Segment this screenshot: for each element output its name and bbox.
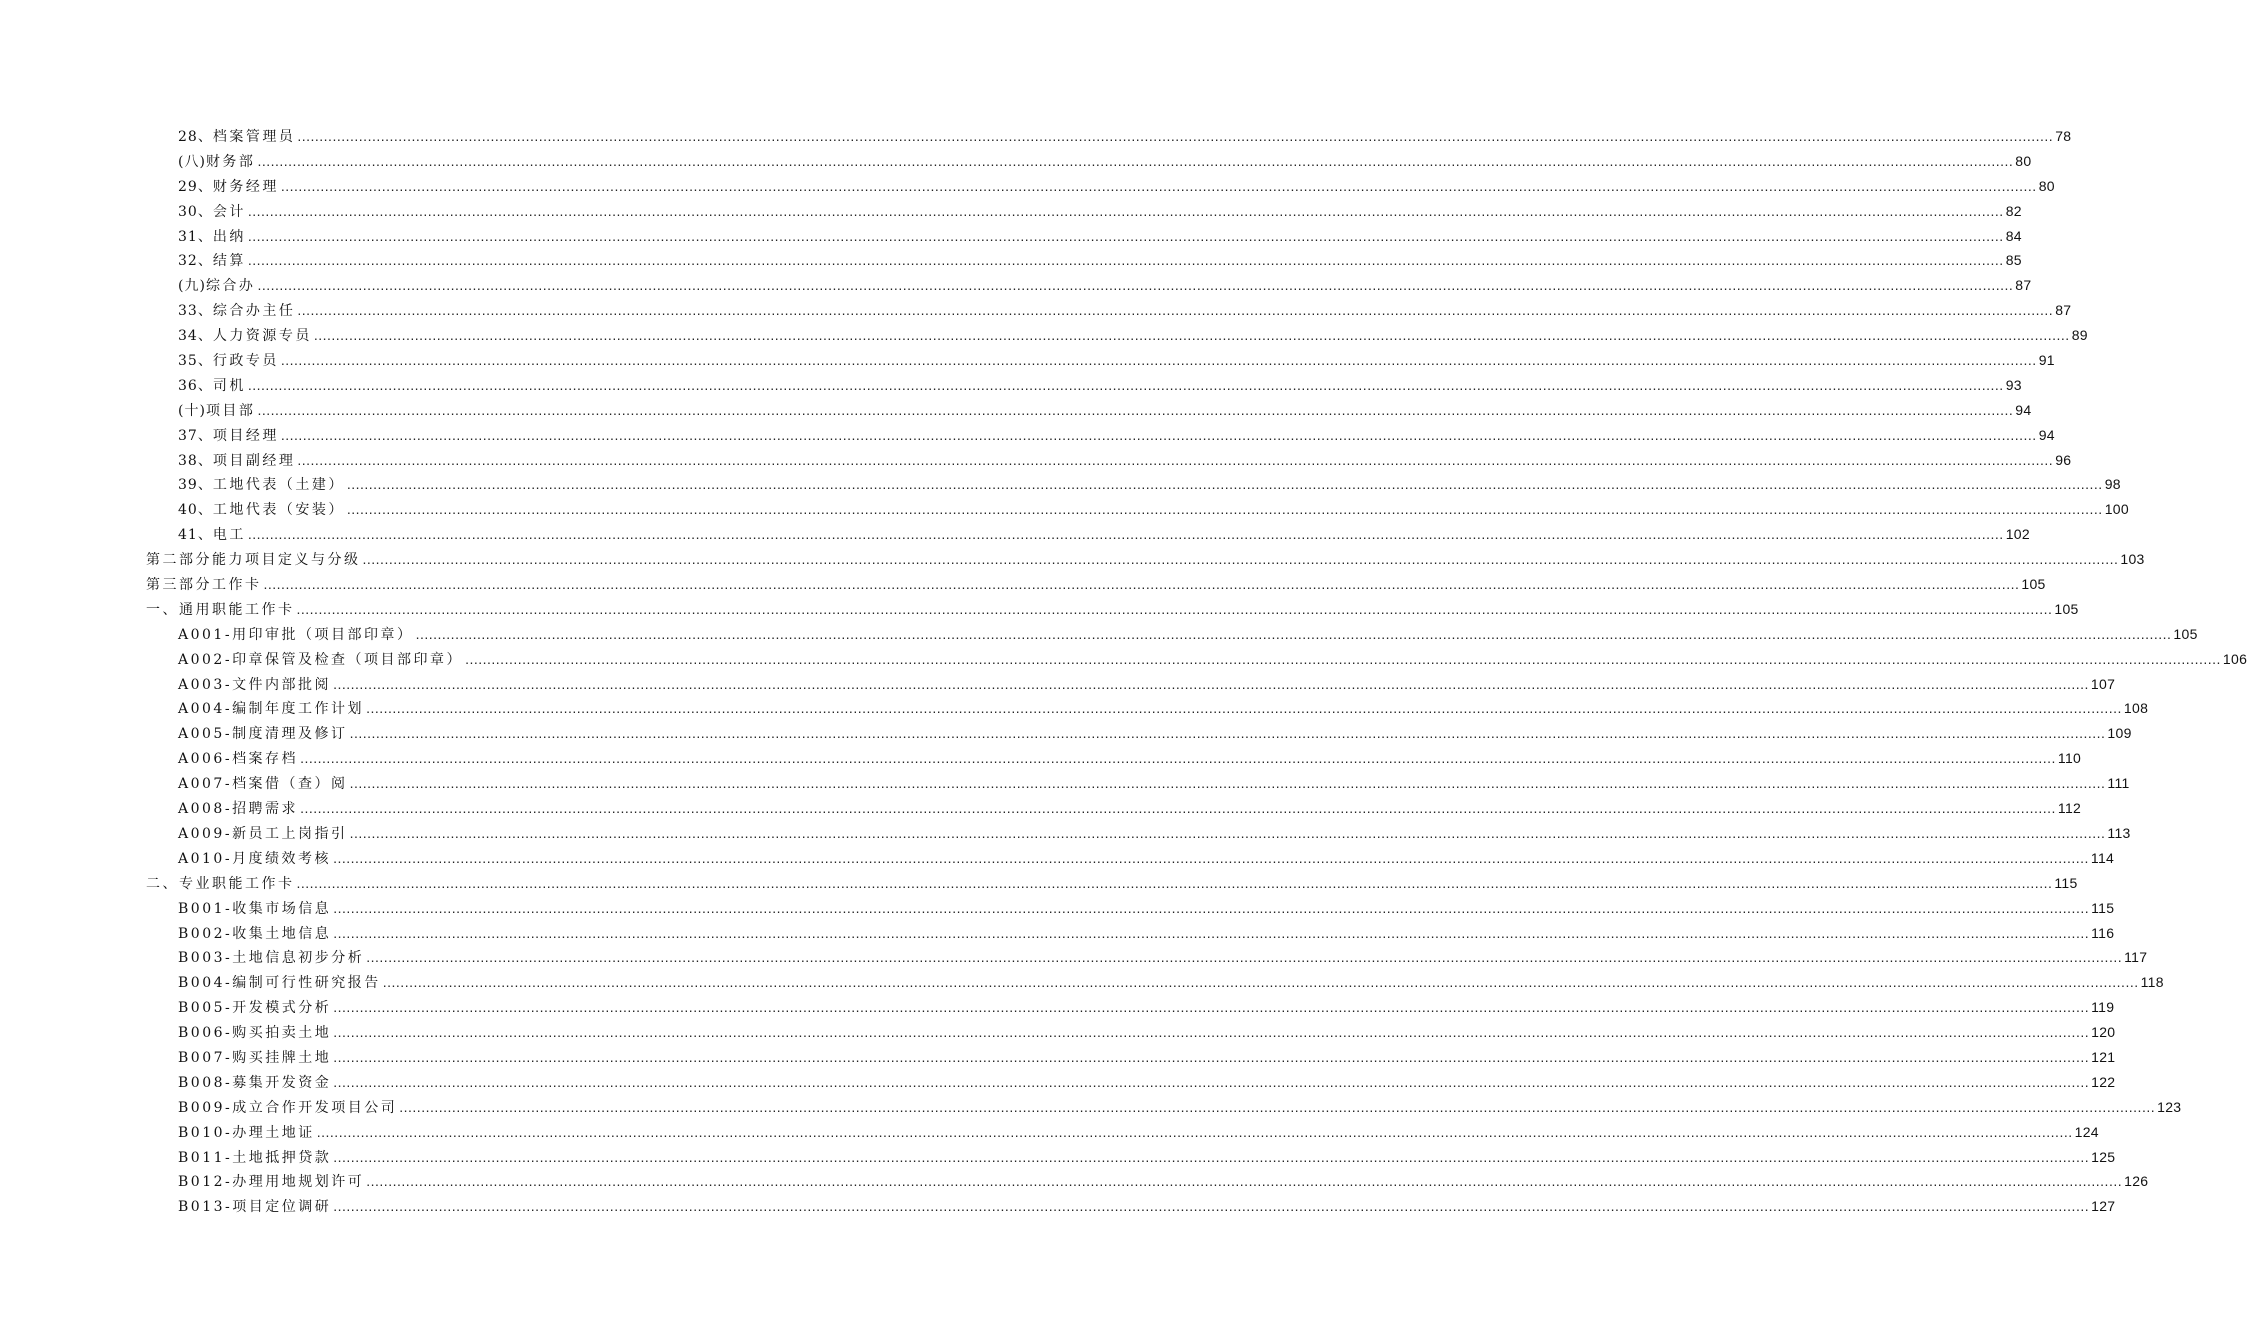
toc-entry[interactable] — [0, 572, 2046, 597]
toc-entry-page-number: 108 — [2123, 700, 2149, 717]
toc-entry-title: A003-文件内部批阅 — [178, 676, 332, 693]
toc-entry[interactable] — [0, 1169, 2149, 1194]
toc-entry[interactable] — [0, 821, 2131, 846]
dot-leader: ................................................................................................................................................................................................................................................................................................................................................................................................................ — [333, 1048, 2090, 1065]
toc-entry[interactable] — [0, 373, 2022, 398]
toc-entry[interactable] — [0, 846, 2115, 871]
toc-entry[interactable] — [0, 1045, 2116, 1070]
toc-entry[interactable] — [0, 423, 2055, 448]
toc-entry-number: 33、 — [178, 303, 213, 320]
toc-entry-title: A002-印章保管及检查（项目部印章） — [178, 651, 464, 668]
toc-entry-page-number: 85 — [2005, 252, 2022, 269]
toc-entry-number: 31、 — [178, 228, 213, 245]
toc-entry-page-number: 127 — [2091, 1198, 2116, 1215]
toc-entry-title: B001-收集市场信息 — [178, 900, 332, 917]
toc-entry-page-number: 122 — [2091, 1073, 2116, 1090]
toc-entry-title: A006-档案存档 — [178, 751, 299, 768]
toc-entry-title: B003-土地信息初步分析 — [178, 950, 365, 967]
toc-entry-title: B002-收集土地信息 — [178, 925, 332, 942]
toc-entry-page-number: 87 — [2055, 302, 2072, 319]
dot-leader: ................................................................................................................................................................................................................................................................................................................................................................................................................ — [349, 775, 2106, 792]
toc-entry-page-number: 89 — [2071, 327, 2088, 344]
toc-entry[interactable] — [0, 995, 2115, 1020]
toc-entry-title: 综合办 — [205, 278, 256, 295]
toc-entry-number: 28、 — [178, 129, 213, 145]
toc-entry-title: 结算 — [212, 253, 246, 270]
dot-leader: ................................................................................................................................................................................................................................................................................................................................................................................................................ — [257, 401, 2014, 418]
dot-leader: ................................................................................................................................................................................................................................................................................................................................................................................................................ — [247, 526, 2004, 543]
toc-entry-title: B008-募集开发资金 — [178, 1074, 332, 1091]
toc-entry[interactable] — [0, 472, 2121, 497]
toc-entry-number: 38、 — [178, 452, 213, 469]
toc-entry[interactable] — [0, 647, 2247, 672]
toc-entry-page-number: 119 — [2091, 999, 2115, 1016]
toc-entry-title: A010-月度绩效考核 — [178, 850, 332, 867]
toc-entry[interactable] — [0, 497, 2129, 522]
toc-entry-page-number: 118 — [2140, 974, 2164, 991]
dot-leader: ................................................................................................................................................................................................................................................................................................................................................................................................................ — [333, 1148, 2090, 1165]
toc-entry-number: 36、 — [178, 377, 213, 394]
toc-entry-number: (十) — [178, 402, 206, 419]
toc-entry-page-number: 94 — [2038, 426, 2055, 443]
toc-entry-page-number: 93 — [2005, 376, 2022, 393]
toc-entry-page-number: 80 — [2038, 177, 2055, 194]
toc-entry[interactable] — [0, 871, 2078, 896]
toc-entry-page-number: 116 — [2091, 924, 2115, 941]
toc-entry-page-number: 111 — [2107, 775, 2130, 792]
toc-entry-page-number: 96 — [2055, 451, 2072, 468]
toc-entry[interactable] — [0, 1145, 2116, 1170]
toc-entry[interactable] — [0, 224, 2022, 249]
toc-entry-title: A009-新员工上岗指引 — [178, 825, 348, 842]
toc-entry-number: 第三部分 — [146, 577, 212, 594]
dot-leader: ................................................................................................................................................................................................................................................................................................................................................................................................................ — [366, 1173, 2123, 1190]
dot-leader: ................................................................................................................................................................................................................................................................................................................................................................................................................ — [280, 177, 2037, 194]
toc-entry-title: B011-土地抵押贷款 — [178, 1149, 332, 1166]
toc-entry-title: B007-购买挂牌土地 — [178, 1049, 332, 1066]
toc-entry-title: 工地代表（土建） — [212, 477, 345, 494]
dot-leader: ................................................................................................................................................................................................................................................................................................................................................................................................................ — [297, 302, 2054, 319]
toc-entry-title: 财务部 — [205, 153, 256, 170]
toc-entry-title: A007-档案借（查）阅 — [178, 776, 348, 793]
dot-leader: ................................................................................................................................................................................................................................................................................................................................................................................................................ — [349, 824, 2106, 841]
dot-leader: ................................................................................................................................................................................................................................................................................................................................................................................................................ — [362, 551, 2119, 568]
toc-entry-page-number: 123 — [2157, 1098, 2182, 1115]
toc-entry-page-number: 94 — [2015, 401, 2032, 418]
toc-entry[interactable] — [0, 323, 2088, 348]
toc-entry-page-number: 82 — [2005, 202, 2022, 219]
toc-entry-number: 37、 — [178, 427, 213, 444]
toc-entry[interactable] — [0, 771, 2130, 796]
toc-entry-page-number: 103 — [2120, 551, 2145, 568]
toc-entry[interactable] — [0, 796, 2082, 821]
toc-entry-page-number: 115 — [2091, 899, 2115, 916]
toc-entry-title: 会计 — [212, 203, 246, 220]
dot-leader: ................................................................................................................................................................................................................................................................................................................................................................................................................ — [366, 949, 2123, 966]
dot-leader: ................................................................................................................................................................................................................................................................................................................................................................................................................ — [257, 277, 2014, 294]
toc-entry-title: 项目部 — [205, 402, 256, 419]
dot-leader: ................................................................................................................................................................................................................................................................................................................................................................................................................ — [313, 327, 2070, 344]
toc-entry[interactable] — [0, 597, 2079, 622]
toc-entry-number: (八) — [178, 153, 206, 170]
dot-leader: ................................................................................................................................................................................................................................................................................................................................................................................................................ — [333, 1198, 2090, 1215]
toc-entry-title: 人力资源专员 — [212, 328, 312, 345]
toc-entry-number: 40、 — [178, 502, 213, 519]
toc-entry-page-number: 102 — [2005, 526, 2030, 543]
dot-leader: ................................................................................................................................................................................................................................................................................................................................................................................................................ — [280, 352, 2037, 369]
toc-entry[interactable] — [0, 124, 2072, 149]
toc-entry-page-number: 120 — [2091, 1024, 2116, 1041]
toc-entry-title: 综合办主任 — [212, 303, 296, 320]
dot-leader: ................................................................................................................................................................................................................................................................................................................................................................................................................ — [257, 152, 2014, 169]
table-of-contents — [0, 124, 2247, 1219]
dot-leader: ................................................................................................................................................................................................................................................................................................................................................................................................................ — [300, 750, 2056, 767]
toc-entry-title: 一、通用职能工作卡 — [146, 601, 295, 618]
dot-leader: ................................................................................................................................................................................................................................................................................................................................................................................................................ — [333, 1073, 2090, 1090]
toc-entry-number: 30、 — [178, 203, 213, 220]
toc-entry-title: 工作卡 — [212, 577, 262, 594]
dot-leader: ................................................................................................................................................................................................................................................................................................................................................................................................................ — [333, 849, 2089, 866]
dot-leader: ................................................................................................................................................................................................................................................................................................................................................................................................................ — [333, 899, 2090, 916]
toc-entry[interactable] — [0, 174, 2055, 199]
toc-entry[interactable] — [0, 1095, 2182, 1120]
dot-leader: ................................................................................................................................................................................................................................................................................................................................................................................................................ — [465, 650, 2221, 667]
toc-entry-number: 第二部分 — [146, 552, 212, 569]
toc-entry-number: 41、 — [178, 527, 213, 544]
toc-entry[interactable] — [0, 721, 2132, 746]
toc-entry-number: 29、 — [178, 178, 213, 195]
toc-entry[interactable] — [0, 448, 2072, 473]
toc-entry-title: 财务经理 — [212, 178, 279, 195]
toc-entry-number: 35、 — [178, 353, 213, 370]
toc-entry-title: 项目副经理 — [212, 452, 296, 469]
dot-leader: ................................................................................................................................................................................................................................................................................................................................................................................................................ — [333, 999, 2090, 1016]
toc-entry-page-number: 114 — [2090, 849, 2115, 866]
dot-leader: ................................................................................................................................................................................................................................................................................................................................................................................................................ — [297, 451, 2054, 468]
toc-entry[interactable] — [0, 149, 2032, 174]
toc-entry[interactable] — [0, 1020, 2116, 1045]
toc-entry[interactable] — [0, 298, 2072, 323]
toc-entry-page-number: 98 — [2104, 476, 2121, 493]
toc-entry-title: 出纳 — [212, 228, 246, 245]
toc-entry-title: A008-招聘需求 — [178, 801, 299, 818]
toc-entry-title: A004-编制年度工作计划 — [178, 701, 365, 718]
toc-entry-page-number: 121 — [2091, 1048, 2116, 1065]
toc-entry-title: 二、专业职能工作卡 — [146, 875, 295, 892]
dot-leader: ................................................................................................................................................................................................................................................................................................................................................................................................................ — [333, 675, 2089, 692]
toc-entry-title: A005-制度清理及修订 — [178, 726, 348, 743]
toc-entry[interactable] — [0, 622, 2198, 647]
toc-entry[interactable] — [0, 921, 2115, 946]
toc-entry-page-number: 105 — [2054, 600, 2079, 617]
toc-entry-page-number: 84 — [2005, 227, 2022, 244]
dot-leader: ................................................................................................................................................................................................................................................................................................................................................................................................................ — [415, 625, 2172, 642]
toc-entry-page-number: 106 — [2222, 650, 2247, 667]
toc-entry-title: B010-办理土地证 — [178, 1124, 315, 1141]
dot-leader: ................................................................................................................................................................................................................................................................................................................................................................................................................ — [247, 227, 2004, 244]
toc-entry[interactable] — [0, 248, 2022, 273]
toc-entry-title: B009-成立合作开发项目公司 — [178, 1099, 398, 1116]
toc-entry[interactable] — [0, 547, 2145, 572]
dot-leader: ................................................................................................................................................................................................................................................................................................................................................................................................................ — [399, 1098, 2156, 1115]
dot-leader: ................................................................................................................................................................................................................................................................................................................................................................................................................ — [382, 974, 2139, 991]
toc-entry-page-number: 125 — [2091, 1148, 2116, 1165]
toc-entry[interactable] — [0, 398, 2032, 423]
dot-leader: ................................................................................................................................................................................................................................................................................................................................................................................................................ — [247, 376, 2004, 393]
toc-entry[interactable] — [0, 746, 2082, 771]
toc-entry-number: 39、 — [178, 477, 213, 494]
toc-entry-title: 档案管理员 — [212, 129, 296, 145]
toc-entry-number: (九) — [178, 278, 206, 295]
toc-entry-page-number: 109 — [2107, 725, 2132, 742]
toc-entry-title: B013-项目定位调研 — [178, 1199, 332, 1216]
dot-leader: ................................................................................................................................................................................................................................................................................................................................................................................................................ — [280, 426, 2037, 443]
toc-entry-page-number: 126 — [2124, 1173, 2149, 1190]
toc-entry-page-number: 78 — [2055, 128, 2072, 144]
toc-entry-page-number: 117 — [2124, 949, 2148, 966]
toc-entry-title: 工地代表（安装） — [212, 502, 345, 519]
toc-entry[interactable] — [0, 945, 2148, 970]
toc-entry[interactable] — [0, 199, 2022, 224]
dot-leader: ................................................................................................................................................................................................................................................................................................................................................................................................................ — [346, 501, 2103, 518]
toc-entry-title: 能力项目定义与分级 — [212, 552, 361, 569]
toc-entry[interactable] — [0, 1070, 2116, 1095]
toc-entry[interactable] — [0, 1120, 2099, 1145]
dot-leader: ................................................................................................................................................................................................................................................................................................................................................................................................................ — [333, 924, 2090, 941]
toc-entry-page-number: 110 — [2057, 750, 2082, 767]
dot-leader: ................................................................................................................................................................................................................................................................................................................................................................................................................ — [316, 1123, 2073, 1140]
toc-entry-title: B006-购买拍卖土地 — [178, 1025, 332, 1042]
dot-leader: ................................................................................................................................................................................................................................................................................................................................................................................................................ — [346, 476, 2103, 493]
toc-entry-title: B004-编制可行性研究报告 — [178, 975, 381, 992]
toc-entry-page-number: 112 — [2057, 800, 2082, 817]
toc-entry-page-number: 113 — [2107, 824, 2131, 841]
toc-entry-number: 34、 — [178, 328, 213, 345]
toc-entry[interactable] — [0, 896, 2115, 921]
toc-entry-page-number: 80 — [2015, 152, 2032, 169]
dot-leader: ................................................................................................................................................................................................................................................................................................................................................................................................................ — [297, 128, 2054, 144]
dot-leader: ................................................................................................................................................................................................................................................................................................................................................................................................................ — [296, 600, 2053, 617]
toc-entry[interactable] — [0, 672, 2116, 697]
dot-leader: ................................................................................................................................................................................................................................................................................................................................................................................................................ — [247, 202, 2004, 219]
toc-entry[interactable] — [0, 1194, 2116, 1219]
toc-entry-title: 电工 — [212, 527, 246, 544]
toc-entry[interactable] — [0, 348, 2055, 373]
toc-entry-page-number: 105 — [2021, 576, 2046, 593]
toc-entry-page-number: 107 — [2090, 675, 2116, 692]
toc-entry-page-number: 124 — [2074, 1123, 2099, 1140]
dot-leader: ................................................................................................................................................................................................................................................................................................................................................................................................................ — [296, 874, 2053, 891]
toc-entry-title: B005-开发模式分析 — [178, 1000, 332, 1017]
toc-entry[interactable] — [0, 696, 2149, 721]
dot-leader: ................................................................................................................................................................................................................................................................................................................................................................................................................ — [366, 700, 2122, 717]
dot-leader: ................................................................................................................................................................................................................................................................................................................................................................................................................ — [263, 576, 2020, 593]
toc-entry-page-number: 105 — [2173, 625, 2198, 642]
toc-entry-page-number: 91 — [2038, 352, 2055, 369]
dot-leader: ................................................................................................................................................................................................................................................................................................................................................................................................................ — [247, 252, 2004, 269]
dot-leader: ................................................................................................................................................................................................................................................................................................................................................................................................................ — [333, 1024, 2090, 1041]
toc-entry-title: 司机 — [212, 377, 246, 394]
toc-entry-title: A001-用印审批（项目部印章） — [178, 626, 414, 643]
toc-entry[interactable] — [0, 273, 2032, 298]
toc-entry-title: 项目经理 — [212, 427, 279, 444]
toc-entry-number: 32、 — [178, 253, 213, 270]
dot-leader: ................................................................................................................................................................................................................................................................................................................................................................................................................ — [349, 725, 2106, 742]
toc-entry-page-number: 87 — [2015, 277, 2032, 294]
toc-entry-page-number: 115 — [2054, 874, 2078, 891]
toc-entry[interactable] — [0, 970, 2164, 995]
dot-leader: ................................................................................................................................................................................................................................................................................................................................................................................................................ — [300, 800, 2056, 817]
toc-entry[interactable] — [0, 522, 2030, 547]
toc-entry-page-number: 100 — [2104, 501, 2129, 518]
toc-entry-title: 行政专员 — [212, 353, 279, 370]
toc-entry-title: B012-办理用地规划许可 — [178, 1174, 365, 1191]
